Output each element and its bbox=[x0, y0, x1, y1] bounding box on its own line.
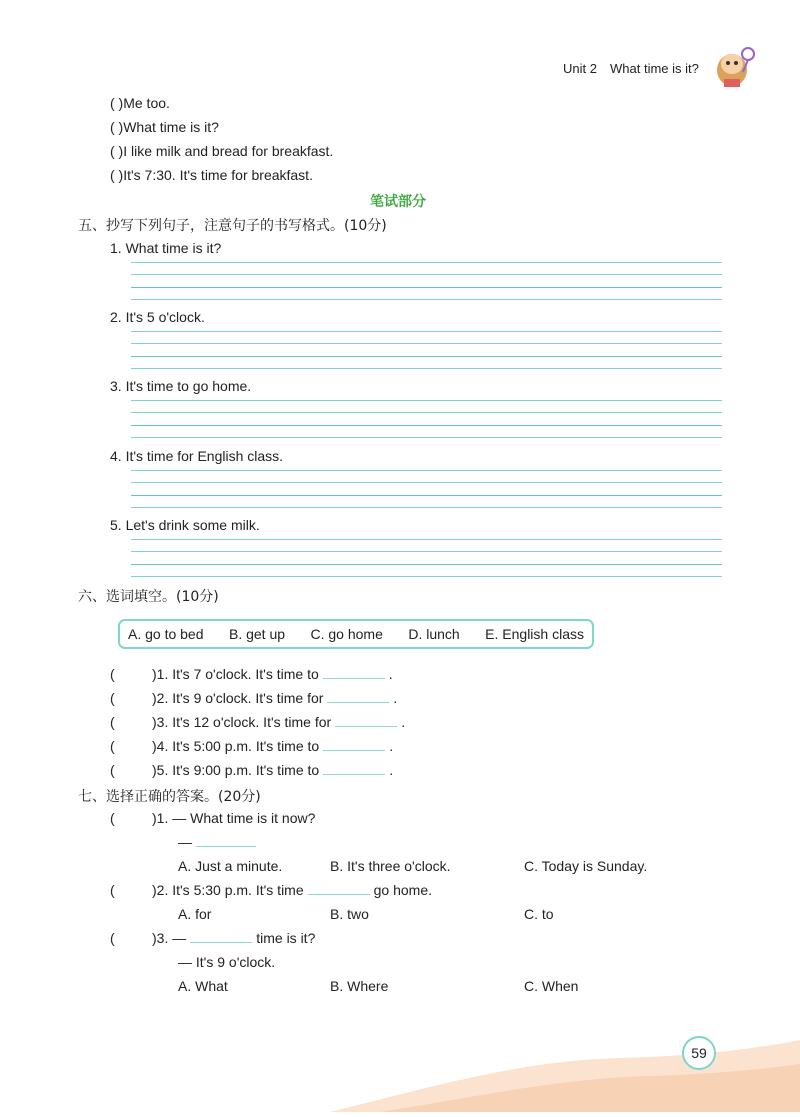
fill-item-2: ( )2. It's 9 o'clock. It's time for . bbox=[110, 690, 398, 706]
fill-item-1: ( )1. It's 7 o'clock. It's time to . bbox=[110, 666, 393, 682]
q3-option-c[interactable]: C. When bbox=[524, 978, 579, 994]
word-option-d: D. lunch bbox=[408, 626, 460, 642]
q1-option-b[interactable]: B. It's three o'clock. bbox=[330, 858, 451, 874]
answer-blank[interactable] bbox=[196, 834, 256, 847]
copy-sentence-1: 1. What time is it? bbox=[110, 240, 222, 256]
listening-item-4: ( )It's 7:30. It's time for breakfast. bbox=[110, 167, 313, 183]
writing-lines-1[interactable] bbox=[131, 262, 722, 300]
question-3: ( )3. — time is it? bbox=[110, 930, 316, 946]
writing-lines-3[interactable] bbox=[131, 400, 722, 438]
question-1-answer-line: — bbox=[178, 833, 260, 851]
word-option-e: E. English class bbox=[485, 626, 584, 642]
q1-option-a[interactable]: A. Just a minute. bbox=[178, 858, 283, 874]
question-3-reply: — It's 9 o'clock. bbox=[178, 954, 276, 970]
mascot-icon bbox=[712, 42, 758, 90]
answer-blank[interactable] bbox=[335, 714, 397, 727]
question-1: ( )1. — What time is it now? bbox=[110, 810, 316, 826]
answer-blank[interactable] bbox=[323, 738, 385, 751]
q2-option-c[interactable]: C. to bbox=[524, 906, 554, 922]
q2-option-a[interactable]: A. for bbox=[178, 906, 212, 922]
bottom-wave bbox=[0, 1030, 800, 1112]
fill-item-3: ( )3. It's 12 o'clock. It's time for . bbox=[110, 714, 406, 730]
writing-lines-4[interactable] bbox=[131, 470, 722, 508]
section7-title: 七、选择正确的答案。(20分) bbox=[78, 789, 261, 805]
answer-blank[interactable] bbox=[323, 666, 385, 679]
section6-title: 六、选词填空。(10分) bbox=[78, 589, 219, 605]
q3-option-a[interactable]: A. What bbox=[178, 978, 228, 994]
question-2: ( )2. It's 5:30 p.m. It's time go home. bbox=[110, 882, 432, 898]
fill-item-5: ( )5. It's 9:00 p.m. It's time to . bbox=[110, 762, 394, 778]
section5-title: 五、抄写下列句子，注意句子的书写格式。(10分) bbox=[78, 218, 387, 234]
copy-sentence-5: 5. Let's drink some milk. bbox=[110, 517, 260, 533]
header-title: What time is it? bbox=[610, 61, 699, 76]
header-unit: Unit 2 bbox=[563, 61, 597, 76]
word-option-b: B. get up bbox=[228, 626, 286, 642]
word-option-c: C. go home bbox=[310, 626, 383, 642]
word-option-a: A. go to bed bbox=[128, 626, 204, 642]
writing-lines-2[interactable] bbox=[131, 331, 722, 369]
listening-item-3: ( )I like milk and bread for breakfast. bbox=[110, 143, 334, 159]
q1-option-c[interactable]: C. Today is Sunday. bbox=[524, 858, 648, 874]
listening-item-1: ( )Me too. bbox=[110, 95, 170, 111]
copy-sentence-2: 2. It's 5 o'clock. bbox=[110, 309, 205, 325]
copy-sentence-4: 4. It's time for English class. bbox=[110, 448, 284, 464]
page-number: 59 bbox=[682, 1036, 716, 1070]
answer-blank[interactable] bbox=[308, 882, 370, 895]
answer-blank[interactable] bbox=[190, 930, 252, 943]
answer-blank[interactable] bbox=[327, 690, 389, 703]
fill-item-4: ( )4. It's 5:00 p.m. It's time to . bbox=[110, 738, 394, 754]
q3-option-b[interactable]: B. Where bbox=[330, 978, 389, 994]
writing-lines-5[interactable] bbox=[131, 539, 722, 577]
answer-blank[interactable] bbox=[323, 762, 385, 775]
q2-option-b[interactable]: B. two bbox=[330, 906, 369, 922]
copy-sentence-3: 3. It's time to go home. bbox=[110, 378, 252, 394]
written-section-banner: 笔试部分 bbox=[370, 194, 426, 210]
listening-item-2: ( )What time is it? bbox=[110, 119, 219, 135]
word-bank bbox=[118, 619, 594, 649]
